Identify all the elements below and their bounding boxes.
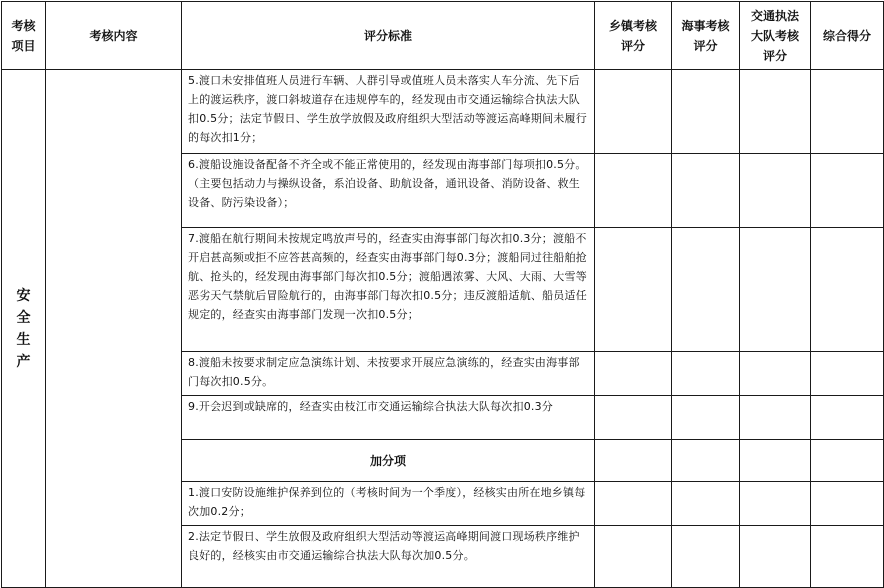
header-assessment-content: 考核内容 <box>46 2 182 70</box>
town-score-cell[interactable] <box>595 352 672 396</box>
town-score-cell[interactable] <box>595 228 672 352</box>
traffic-score-cell[interactable] <box>740 396 811 440</box>
town-score-cell[interactable] <box>595 526 672 588</box>
traffic-score-cell[interactable] <box>740 440 811 482</box>
bonus-heading: 加分项 <box>182 440 595 482</box>
town-score-cell[interactable] <box>595 154 672 228</box>
header-total-score: 综合得分 <box>811 2 884 70</box>
maritime-score-cell[interactable] <box>672 154 740 228</box>
header-maritime-score: 海事考核评分 <box>672 2 740 70</box>
traffic-score-cell[interactable] <box>740 352 811 396</box>
criterion-7: 7.渡船在航行期间未按规定鸣放声号的，经查实由海事部门每次扣0.3分；渡船不开启甚高频或拒不应答甚高频的，经查实由海事部门每0.3分；渡船同过往船舶抢航、抢头的，经发现由海事部门每次扣0.5分；渡船遇浓雾、大风、大雨、大雪等恶劣天气禁航后冒险航行的，由海事部门每次扣0.5分；违反渡船适航、船员适任规定的，经查实由海事部门发现一次扣0.5分； <box>182 228 595 352</box>
total-score-cell[interactable] <box>811 154 884 228</box>
maritime-score-cell[interactable] <box>672 440 740 482</box>
header-assessment-item: 考核项目 <box>2 2 46 70</box>
criterion-6: 6.渡船设施设备配备不齐全或不能正常使用的，经发现由海事部门每项扣0.5分。（主要包括动力与操纵设备，系泊设备、助航设备，通讯设备、消防设备、救生设备、防污染设备）； <box>182 154 595 228</box>
traffic-score-cell[interactable] <box>740 70 811 154</box>
total-score-cell[interactable] <box>811 396 884 440</box>
total-score-cell[interactable] <box>811 526 884 588</box>
bonus-criterion-1: 1.渡口安防设施维护保养到位的（考核时间为一个季度），经核实由所在地乡镇每次加0.2分； <box>182 482 595 526</box>
traffic-score-cell[interactable] <box>740 228 811 352</box>
maritime-score-cell[interactable] <box>672 352 740 396</box>
header-traffic-score: 交通执法大队考核评分 <box>740 2 811 70</box>
criterion-5: 5.渡口未安排值班人员进行车辆、人群引导或值班人员未落实人车分流、先下后上的渡运秩序，渡口斜坡道存在违规停车的，经发现由市交通运输综合执法大队扣0.5分；法定节假日、学生放学放假及政府组织大型活动等渡运高峰期间未履行的每次扣1分； <box>182 70 595 154</box>
maritime-score-cell[interactable] <box>672 228 740 352</box>
total-score-cell[interactable] <box>811 440 884 482</box>
criterion-9: 9.开会迟到或缺席的，经查实由枝江市交通运输综合执法大队每次扣0.3分 <box>182 396 595 440</box>
traffic-score-cell[interactable] <box>740 526 811 588</box>
maritime-score-cell[interactable] <box>672 396 740 440</box>
maritime-score-cell[interactable] <box>672 70 740 154</box>
total-score-cell[interactable] <box>811 70 884 154</box>
traffic-score-cell[interactable] <box>740 482 811 526</box>
category-cell: 安全生产 <box>2 70 46 588</box>
traffic-score-cell[interactable] <box>740 154 811 228</box>
maritime-score-cell[interactable] <box>672 482 740 526</box>
content-cell <box>46 70 182 588</box>
criterion-8: 8.渡船未按要求制定应急演练计划、未按要求开展应急演练的，经查实由海事部门每次扣0.5分。 <box>182 352 595 396</box>
total-score-cell[interactable] <box>811 352 884 396</box>
town-score-cell[interactable] <box>595 396 672 440</box>
total-score-cell[interactable] <box>811 482 884 526</box>
bonus-criterion-2: 2.法定节假日、学生放假及政府组织大型活动等渡运高峰期间渡口现场秩序维护良好的，经核实由市交通运输综合执法大队每次加0.5分。 <box>182 526 595 588</box>
town-score-cell[interactable] <box>595 482 672 526</box>
header-scoring-standard: 评分标准 <box>182 2 595 70</box>
header-row <box>2 2 884 70</box>
maritime-score-cell[interactable] <box>672 526 740 588</box>
total-score-cell[interactable] <box>811 228 884 352</box>
town-score-cell[interactable] <box>595 70 672 154</box>
header-town-score: 乡镇考核评分 <box>595 2 672 70</box>
town-score-cell[interactable] <box>595 440 672 482</box>
table-row <box>2 70 884 154</box>
assessment-table <box>1 1 884 588</box>
